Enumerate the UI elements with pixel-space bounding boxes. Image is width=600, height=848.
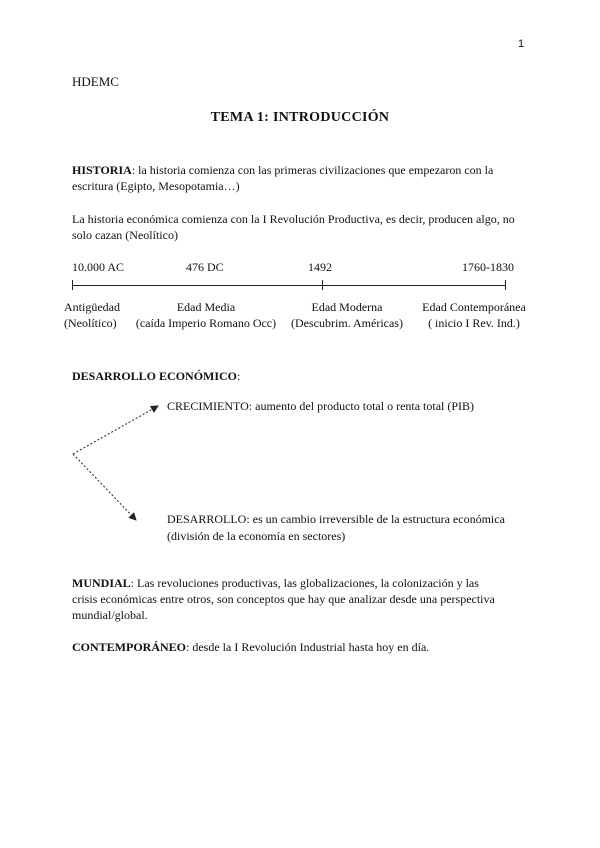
period-note: ( inicio I Rev. Ind.) <box>428 316 520 330</box>
timeline-date-3: 1492 <box>308 260 332 274</box>
desarrollo-heading-colon: : <box>237 369 241 383</box>
mundial-text: : Las revoluciones productivas, las globalizaciones, la colonización y las crisis económicas entre otros, son conceptos que hay que analizar desde una perspectiva mundial/global. <box>72 576 495 622</box>
contemporaneo-term: CONTEMPORÁNEO <box>72 640 186 654</box>
period-name: Edad Contemporánea <box>422 300 526 314</box>
arrow-to-desarrollo <box>73 454 136 520</box>
period-name: Edad Media <box>176 300 236 314</box>
contemporaneo-paragraph <box>72 639 532 655</box>
mundial-term: MUNDIAL <box>72 576 131 590</box>
timeline-date-1: 10.000 AC <box>72 260 125 274</box>
desarrollo-definition-line1: DESARROLLO: es un cambio irreversible de la estructura económica <box>167 512 505 526</box>
timeline-date-4: 1760-1830 <box>462 260 514 274</box>
timeline-date-2: 476 DC <box>186 260 224 274</box>
desarrollo-definition-line2: (división de la economía en sectores) <box>167 529 346 543</box>
period-name: Antigüedad <box>64 300 120 314</box>
page-title: TEMA 1: INTRODUCCIÓN <box>210 110 390 125</box>
historia-term: HISTORIA <box>72 163 132 177</box>
mundial-paragraph <box>72 575 502 623</box>
page-number: 1 <box>518 38 525 50</box>
historia-text: : la historia comienza con las primeras civilizaciones que empezaron con la escritura (Egipto, Mesopotamia…) <box>72 163 494 193</box>
document-header: HDEMC <box>72 74 119 89</box>
crecimiento-definition: CRECIMIENTO: aumento del producto total o renta total (PIB) <box>167 399 475 413</box>
period-note: (Descubrim. Américas) <box>291 316 403 330</box>
historia-economica-paragraph: La historia económica comienza con la I Revolución Productiva, es decir, producen algo, no solo cazan (Neolítico) <box>72 212 515 242</box>
contemporaneo-text: : desde la I Revolución Industrial hasta hoy en día. <box>186 640 430 654</box>
desarrollo-heading-term: DESARROLLO ECONÓMICO <box>72 369 238 383</box>
arrow-to-crecimiento <box>73 406 158 454</box>
period-note: (Neolítico) <box>64 316 117 330</box>
period-note: (caída Imperio Romano Occ) <box>135 316 277 330</box>
period-name: Edad Moderna <box>311 300 383 314</box>
